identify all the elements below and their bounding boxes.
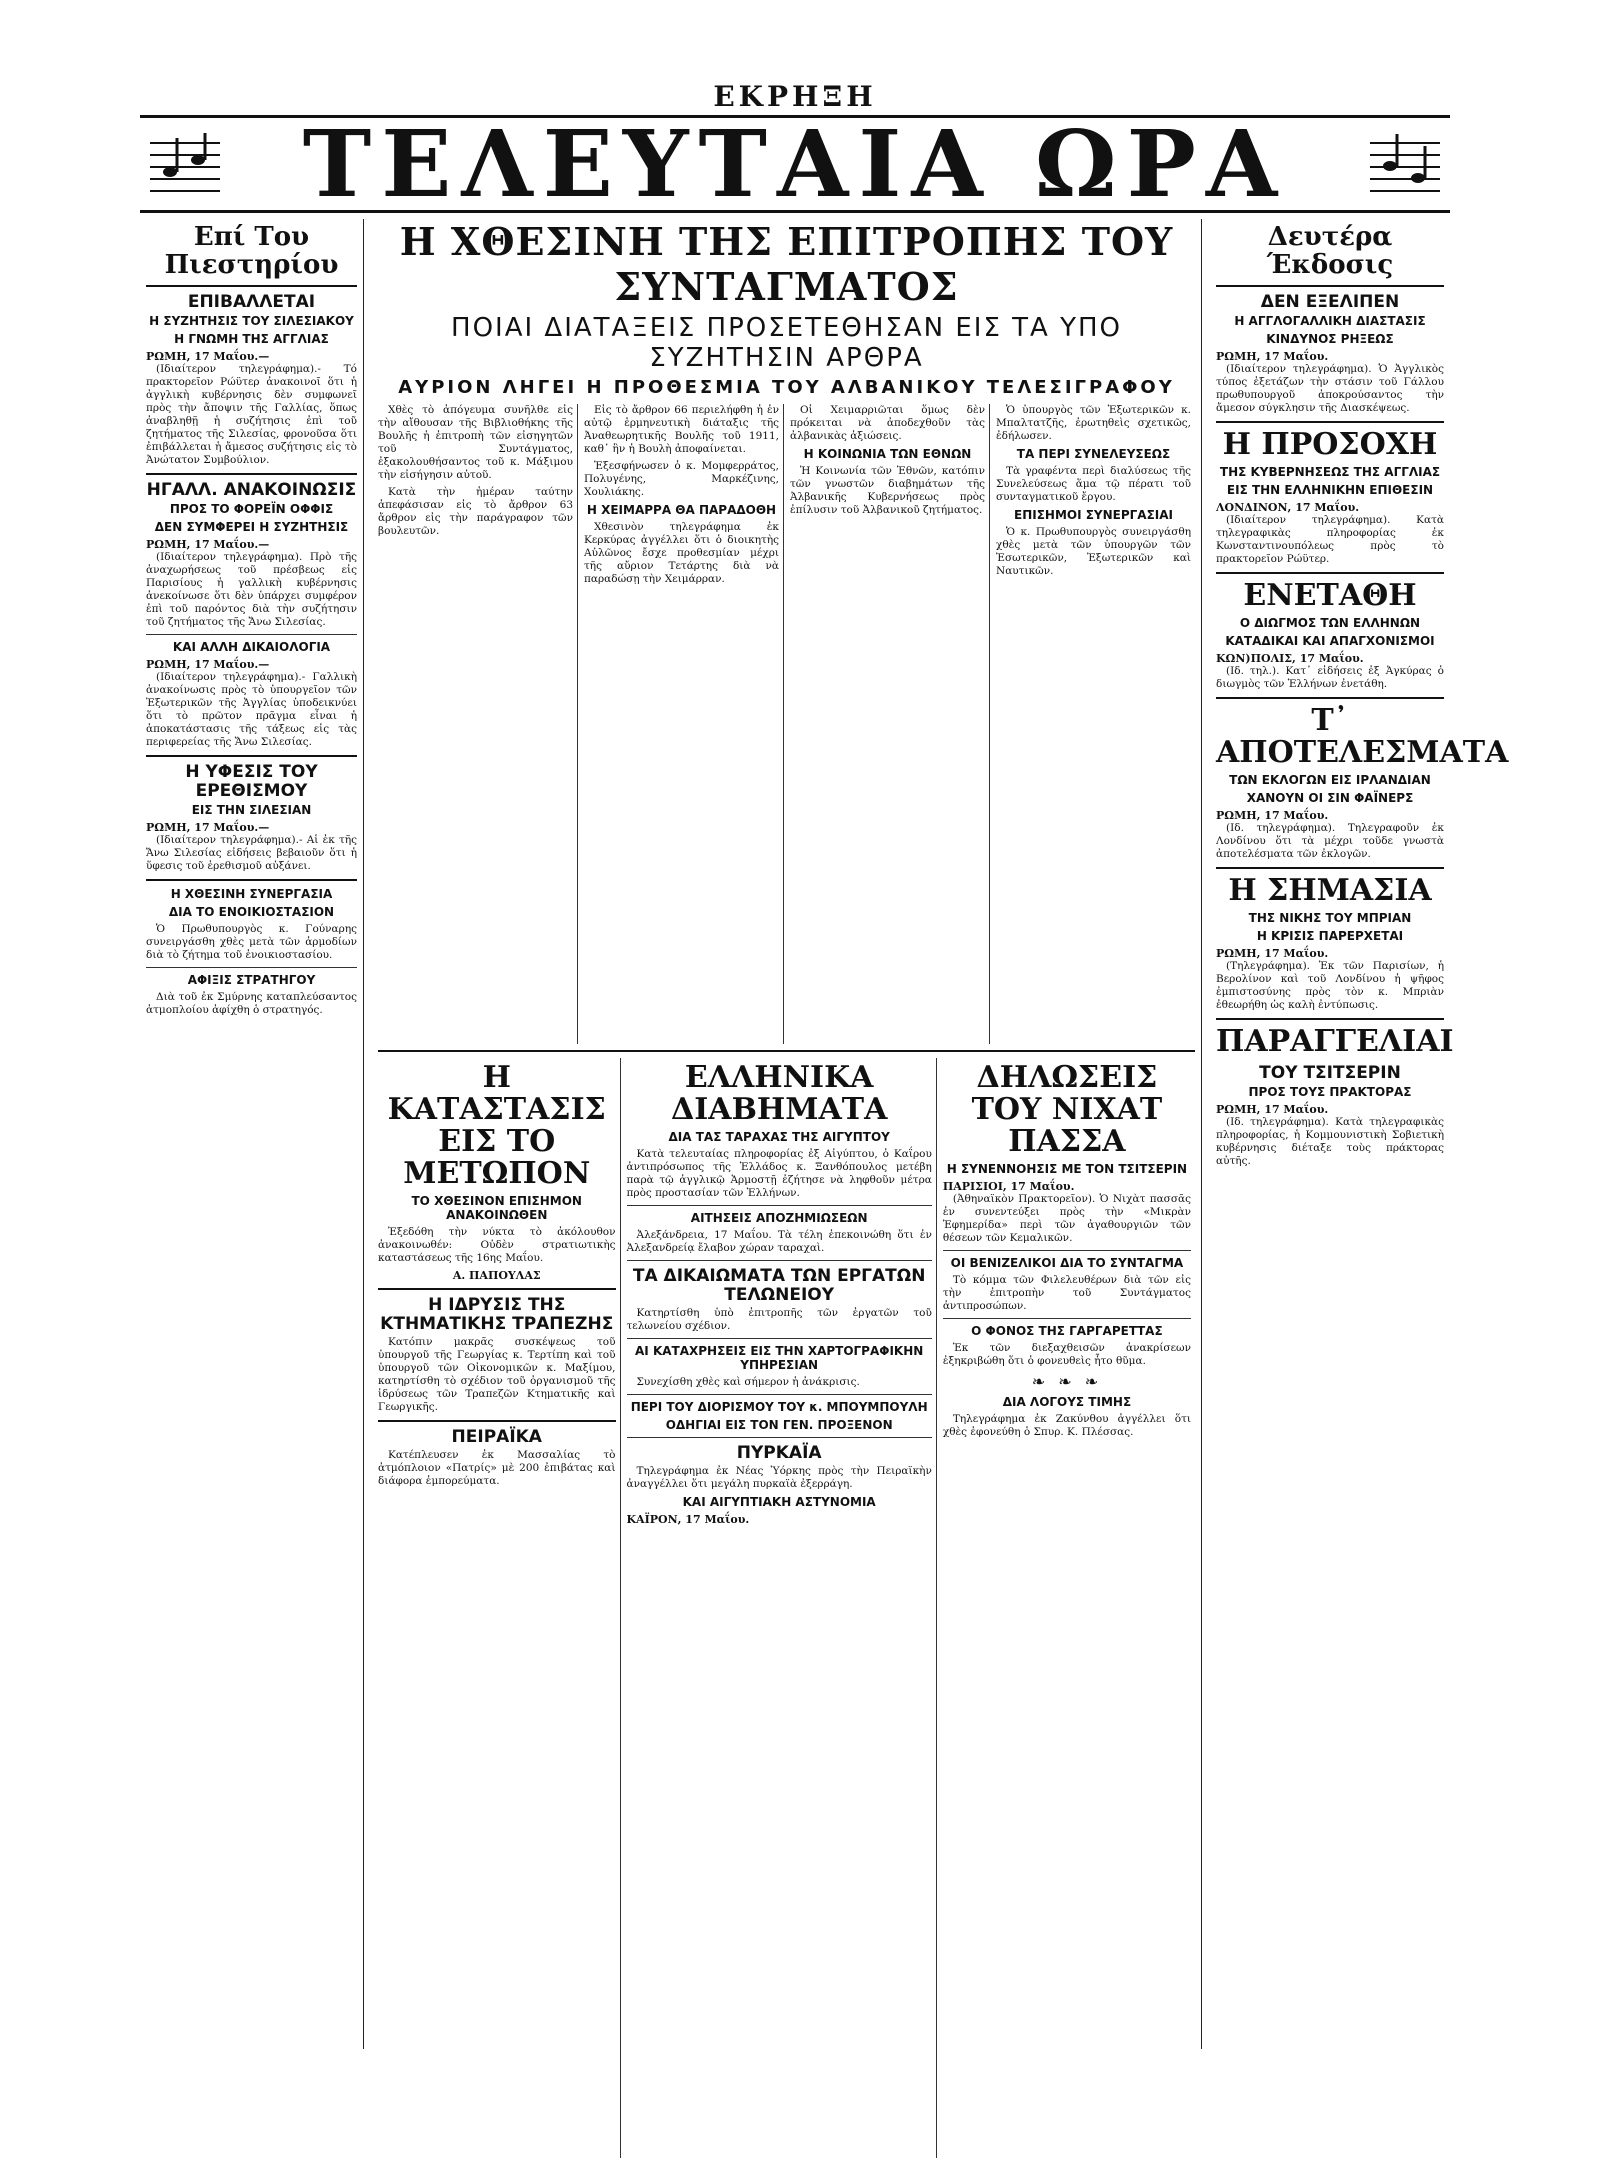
article-body: (Ιδιαίτερον τηλεγράφημα).- Γαλλικὴ ἀνακοίνωσις πρὸς τὸ ὑπουργεῖον τῶν Ἐξωτερικῶν τῆς Ἀγγλίας ὑποδεικνύει ὅτι τὸ πρῶτον πρᾶγμα εἶναι ἡ ἀποκατάστασις τῆς τάξεως εἰς τὰς περιφερείας τῆς Ἄνω Σιλεσίας. [146, 671, 357, 748]
center-column [372, 219, 1202, 2049]
music-staff-ornament-icon [150, 128, 220, 198]
headline: Η ΣΗΜΑΣΙΑ [1228, 873, 1432, 908]
article-body: Ἀλεξάνδρεια, 17 Μαΐου. Τὰ τέλη ἐπεκοινώθη ὅτι ἐν Ἀλεξανδρείᾳ ἔλαβον χώραν ταραχαὶ. [626, 1229, 932, 1254]
subheadline: Η ΧΘΕΣΙΝΗ ΣΥΝΕΡΓΑΣΙΑ [170, 887, 333, 901]
lower-columns [378, 1058, 1195, 2158]
subheadline: ΚΑΙ ΑΛΛΗ ΔΙΚΑΙΟΛΟΓΙΑ [172, 640, 331, 654]
dateline: ΚΩΝ)ΠΟΛΙΣ, 17 Μαΐου. [1216, 652, 1364, 665]
signature: Α. ΠΑΠΟΥΛΑΣ [452, 1269, 541, 1282]
headline: ΤΟΥ ΤΣΙΤΣΕΡΙΝ [1259, 1063, 1401, 1083]
headline: Η ΠΡΟΣΟΧΗ [1222, 427, 1438, 462]
article-body: Ὁ Πρωθυπουργὸς κ. Γούναρης συνειργάσθη χθὲς μετὰ τῶν ἁρμοδίων διὰ τὸ ζήτημα τοῦ ἐνοικιοστασίου. [146, 923, 357, 961]
subheadline: ΠΡΟΣ ΤΟΥΣ ΠΡΑΚΤΟΡΑΣ [1248, 1085, 1412, 1099]
dateline: ΡΩΜΗ, 17 Μαΐου. [1216, 809, 1329, 822]
article-body: (Ιδιαίτερον τηλεγράφημα).- Αἱ ἐκ τῆς Ἄνω Σιλεσίας εἰδήσεις βεβαιοῦν ὅτι ἡ ὕφεσις τοῦ ἐρεθισμοῦ αὐξάνει. [146, 834, 357, 872]
subheadline: Η ΑΓΓΛΟΓΑΛΛΙΚΗ ΔΙΑΣΤΑΣΙΣ [1234, 314, 1426, 328]
headline: ΕΠΙΒΑΛΛΕΤΑΙ [187, 292, 316, 312]
subheadline: ΤΩΝ ΕΚΛΟΓΩΝ ΕΙΣ ΙΡΛΑΝΔΙΑΝ [1229, 773, 1431, 787]
article-body: Διὰ τοῦ ἐκ Σμύρνης καταπλεύσαντος ἀτμοπλοίου ἀφίχθη ὁ στρατηγός. [146, 991, 357, 1016]
subheadline: ΑΙΤΗΣΕΙΣ ΑΠΟΖΗΜΙΩΣΕΩΝ [690, 1211, 868, 1225]
article-body: Ὁ κ. Πρωθυπουργὸς συνειργάσθη χθὲς μετὰ τῶν ὑπουργῶν τῶν Ἐσωτερικῶν, Ἐξωτερικῶν καὶ Ναυτικῶν. [996, 526, 1191, 577]
dateline: ΡΩΜΗ, 17 Μαΐου.— [146, 350, 270, 363]
article-body: Τηλεγράφημα ἐκ Ζακύνθου ἀγγέλλει ὅτι χθὲς ἐφονεύθη ὁ Σπυρ. Κ. Πλέσσας. [942, 1413, 1191, 1438]
subheadline: Η ΓΝΩΜΗ ΤΗΣ ΑΓΓΛΙΑΣ [174, 332, 329, 346]
article-body: Τὰ γραφέντα περὶ διαλύσεως τῆς Συνελεύσεως ἅμα τῷ πέρατι τοῦ συνταγματικοῦ ἔργου. [996, 465, 1191, 503]
article-body: Εἰς τὸ ἄρθρον 66 περιελήφθη ἡ ἐν αὐτῷ ἑρμηνευτικὴ διάταξις τῆς Ἀναθεωρητικῆς Βουλῆς τοῦ 1911, καθ᾽ ἣν ἡ Βουλὴ ἀποφαίνεται. [584, 404, 779, 455]
dateline: ΠΑΡΙΣΙΟΙ, 17 Μαΐου. [942, 1180, 1075, 1193]
masthead [140, 110, 1450, 218]
article-body: Ἐκ τῶν διεξαχθεισῶν ἀνακρίσεων ἐξηκριβώθη ὅτι ὁ φονευθεὶς ἦτο θῦμα. [942, 1342, 1191, 1367]
article-body: (Ιδ. τηλεγράφημα). Τηλεγραφοῦν ἐκ Λονδίνου ὅτι τὰ μέχρι τοῦδε γνωστὰ ἀποτελέσματα τῶν ἐκλογῶν. [1216, 822, 1444, 860]
masthead-top-line: ΕΚΡΗΞΗ [713, 80, 877, 113]
subheadline: ΚΙΝΔΥΝΟΣ ΡΗΞΕΩΣ [1266, 332, 1394, 346]
subheadline: ΑΦΙΞΙΣ ΣΤΡΑΤΗΓΟΥ [187, 973, 316, 987]
article-body: Κατέπλευσεν ἐκ Μασσαλίας τὸ ἀτμόπλοιον «Πατρίς» μὲ 200 ἐπιβάτας καὶ διάφορα ἐμπορεύματα. [378, 1449, 616, 1487]
headline: ΗΓΑΛΛ. ΑΝΑΚΟΙΝΩΣΙΣ [146, 480, 357, 500]
article-body: Ἡ Κοινωνία τῶν Ἐθνῶν, κατόπιν τῶν γνωστῶν διαβημάτων τῆς Ἀλβανικῆς Κυβερνήσεως πρὸς ἐπίλυσιν τοῦ Ἀλβανικοῦ ζητήματος. [790, 465, 985, 516]
subheadline: ΔΙΑ ΤΑΣ ΤΑΡΑΧΑΣ ΤΗΣ ΑΙΓΥΠΤΟΥ [668, 1130, 890, 1144]
article-body: Τὸ κόμμα τῶν Φιλελευθέρων διὰ τῶν εἰς τὴν ἐπιτροπὴν τοῦ Συντάγματος ἀντιπροσώπων. [942, 1274, 1191, 1312]
subheadline: ΧΑΝΟΥΝ ΟΙ ΣΙΝ ΦΑΪΝΕΡΣ [1246, 791, 1414, 805]
headline: ΕΝΕΤΑΘΗ [1243, 578, 1417, 613]
article-body: (Ιδ. τηλ.). Κατ᾽ εἰδήσεις ἐξ Ἀγκύρας ὁ διωγμὸς τῶν Ἑλλήνων ἐνετάθη. [1216, 665, 1444, 690]
subheadline: Ο ΔΙΩΓΜΟΣ ΤΩΝ ΕΛΛΗΝΩΝ [1239, 616, 1421, 630]
dateline: ΡΩΜΗ, 17 Μαΐου. [1216, 350, 1329, 363]
headline: ΕΛΛΗΝΙΚΑ ΔΙΑΒΗΜΑΤΑ [670, 1060, 888, 1127]
subheadline: ΚΑΙ ΑΙΓΥΠΤΙΑΚΗ ΑΣΤΥΝΟΜΙΑ [682, 1495, 876, 1509]
lead-subheadline: ΠΟΙΑΙ ΔΙΑΤΑΞΕΙΣ ΠΡΟΣΕΤΕΘΗΣΑΝ ΕΙΣ ΤΑ ΥΠΟ ΣΥΖΗΤΗΣΙΝ ΑΡΘΡΑ [451, 313, 1122, 373]
subheadline: Η ΚΡΙΣΙΣ ΠΑΡΕΡΧΕΤΑΙ [1256, 929, 1404, 943]
dateline: ΡΩΜΗ, 17 Μαΐου. [1216, 1103, 1329, 1116]
subheadline: ΔΙΑ ΛΟΓΟΥΣ ΤΙΜΗΣ [1002, 1395, 1132, 1409]
article-body: (Ιδιαίτερον τηλεγράφημα). Κατὰ τηλεγραφικὰς πληροφορίας ἐκ Κωνσταντινουπόλεως πρὸς τὸ πρακτορεῖον Ρώϋτερ. [1216, 514, 1444, 565]
subheadline: ΟΙ ΒΕΝΙΖΕΛΙΚΟΙ ΔΙΑ ΤΟ ΣΥΝΤΑΓΜΑ [950, 1256, 1184, 1270]
subheadline: ΑΙ ΚΑΤΑΧΡΗΣΕΙΣ ΕΙΣ ΤΗΝ ΧΑΡΤΟΓΡΑΦΙΚΗΝ ΥΠΗΡΕΣΙΑΝ [635, 1344, 924, 1372]
ornament-divider: ❧ ❧ ❧ [1031, 1372, 1103, 1391]
headline: ΔΕΝ ΕΞΕΛΙΠΕΝ [1260, 292, 1400, 312]
article-body: (Ἀθηναϊκὸν Πρακτορεῖον). Ὁ Νιχὰτ πασσᾶς ἐν συνεντεύξει πρὸς τὴν «Μικρὰν Ἐφημερίδα» περὶ τῶν ἀγαθουργιῶν τῶν θέσεων τῶν Κεμαλικῶν. [942, 1193, 1191, 1244]
headline: ΠΑΡΑΓΓΕΛΙΑΙ [1216, 1024, 1454, 1059]
subheadline: ΤΗΣ ΝΙΚΗΣ ΤΟΥ ΜΠΡΙΑΝ [1248, 911, 1412, 925]
dateline: ΛΟΝΔΙΝΟΝ, 17 Μαΐου. [1216, 501, 1360, 514]
dateline: ΡΩΜΗ, 17 Μαΐου.— [146, 658, 270, 671]
columns [140, 219, 1509, 2049]
subheadline: ΕΙΣ ΤΗΝ ΕΛΛΗΝΙΚΗΝ ΕΠΙΘΕΣΙΝ [1226, 483, 1434, 497]
subheadline: ΕΠΙΣΗΜΟΙ ΣΥΝΕΡΓΑΣΙΑΙ [1014, 508, 1173, 522]
section-title: Επί Του Πιεστηρίου [164, 222, 339, 280]
subheadline: ΔΕΝ ΣΥΜΦΕΡΕΙ Η ΣΥΖΗΤΗΣΙΣ [154, 520, 349, 534]
headline: ΤΑ ΔΙΚΑΙΩΜΑΤΑ ΤΩΝ ΕΡΓΑΤΩΝ ΤΕΛΩΝΕΙΟΥ [632, 1266, 926, 1305]
article-body: Οἱ Χειμαρριῶται ὅμως δὲν πρόκειται νὰ ἀποδεχθοῦν τὰς ἀλβανικὰς ἀξιώσεις. [790, 404, 985, 442]
article-body: Κατηρτίσθη ὑπὸ ἐπιτροπῆς τῶν ἐργατῶν τοῦ τελωνείου σχέδιον. [626, 1307, 932, 1332]
article-body: (Ιδιαίτερον τηλεγράφημα). Πρὸ τῆς ἀναχωρήσεως τοῦ πρέσβεως εἰς Παρισίους ἡ γαλλικὴ κυβέρνησις ἀνεκοίνωσε ὅτι δὲν ὑπάρχει συμφέρον ἐπὶ τοῦ παρόντος διὰ τὴν συζήτησιν τοῦ ζητήματος τῆς Ἄνω Σιλεσίας. [146, 551, 357, 628]
dateline: ΡΩΜΗ, 17 Μαΐου.— [146, 821, 270, 834]
subheadline: ΠΕΡΙ ΤΟΥ ΔΙΟΡΙΣΜΟΥ ΤΟΥ κ. ΜΠΟΥΜΠΟΥΛΗ [630, 1400, 928, 1414]
lead-deck: ΑΥΡΙΟΝ ΛΗΓΕΙ Η ΠΡΟΘΕΣΜΙΑ ΤΟΥ ΑΛΒΑΝΙΚΟΥ ΤΕΛΕΣΙΓΡΑΦΟΥ [398, 377, 1175, 398]
subheadline: ΔΙΑ ΤΟ ΕΝΟΙΚΙΟΣΤΑΣΙΟΝ [168, 905, 335, 919]
dateline: ΡΩΜΗ, 17 Μαΐου.— [146, 538, 270, 551]
lead-banner [378, 219, 1195, 398]
article-body: Συνεχίσθη χθὲς καὶ σήμερον ἡ ἀνάκρισις. [636, 1376, 860, 1388]
subheadline: Η ΣΥΝΕΝΝΟΗΣΙΣ ΜΕ ΤΟΝ ΤΣΙΤΣΕΡΙΝ [946, 1162, 1188, 1176]
article-body: Ὁ ὑπουργὸς τῶν Ἐξωτερικῶν κ. Μπαλτατζῆς, ἐρωτηθεὶς σχετικῶς, ἐδήλωσεν. [996, 404, 1191, 442]
subheadline: ΕΙΣ ΤΗΝ ΣΙΛΕΣΙΑΝ [191, 803, 312, 817]
right-column [1210, 219, 1509, 2049]
headline: Η ΥΦΕΣΙΣ ΤΟΥ ΕΡΕΘΙΣΜΟΥ [185, 762, 318, 801]
article-body: Τηλεγράφημα ἐκ Νέας Ὑόρκης πρὸς τὴν Πειραϊκὴν ἀναγγέλλει ὅτι μεγάλη πυρκαϊὰ ἐξερράγη. [626, 1465, 932, 1490]
subheadline: ΤΟ ΧΘΕΣΙΝΟΝ ΕΠΙΣΗΜΟΝ ΑΝΑΚΟΙΝΩΘΕΝ [411, 1194, 582, 1222]
headline: Η ΙΔΡΥΣΙΣ ΤΗΣ ΚΤΗΜΑΤΙΚΗΣ ΤΡΑΠΕΖΗΣ [380, 1295, 614, 1334]
subheadline: Ο ΦΟΝΟΣ ΤΗΣ ΓΑΡΓΑΡΕΤΤΑΣ [971, 1324, 1163, 1338]
article-body: Κατὰ τελευταίας πληροφορίας ἐξ Αἰγύπτου, ὁ Καΐρου ἀντιπρόσωπος τῆς Ἑλλάδος κ. Ξανθόπουλος μετέβη παρὰ τῷ ἀγγλικῷ Ἁρμοστῇ ἐζήτησε νὰ ληφθοῦν μέτρα πρὸς προστασίαν τῶν Ἑλλήνων. [626, 1148, 932, 1199]
article-body: Ἐξεσφήνωσεν ὁ κ. Μομφερράτος, Πολυγένης, Μαρκέζινης, Χουλιάκης. [584, 460, 779, 498]
subheadline: ΤΑ ΠΕΡΙ ΣΥΝΕΛΕΥΣΕΩΣ [1016, 447, 1171, 461]
dateline: ΚΑΪΡΟΝ, 17 Μαΐου. [626, 1513, 750, 1526]
headline: Τ᾽ ΑΠΟΤΕΛΕΣΜΑΤΑ [1216, 703, 1509, 770]
subheadline: ΤΗΣ ΚΥΒΕΡΝΗΣΕΩΣ ΤΗΣ ΑΓΓΛΙΑΣ [1219, 465, 1441, 479]
subheadline: ΠΡΟΣ ΤΟ ΦΟΡΕΪΝ ΟΦΦΙΣ [169, 502, 334, 516]
article-body: Χθεσινὸν τηλεγράφημα ἐκ Κερκύρας ἀγγέλλει ὅτι ὁ διοικητὴς Αὐλῶνος ἔσχε προθεσμίαν μέχρι τῆς αὔριον Τετάρτης διὰ νὰ παραδώσῃ τὴν Χειμάρραν. [584, 521, 779, 585]
headline: ΠΕΙΡΑΪΚΑ [451, 1427, 542, 1447]
article-body: (Ιδιαίτερον τηλεγράφημα). Ὁ Ἀγγλικὸς τύπος ἐξετάζων τὴν στάσιν τοῦ Γάλλου πρωθυπουργοῦ ἀποκρούσαντος τὴν ἄμεσον σύγκλησιν τῆς Διασκέψεως. [1216, 363, 1444, 414]
headline: ΔΗΛΩΣΕΙΣ ΤΟΥ ΝΙΧΑΤ ΠΑΣΣΑ [971, 1060, 1163, 1159]
lead-story-columns [378, 404, 1195, 1044]
subheadline: ΟΔΗΓΙΑΙ ΕΙΣ ΤΟΝ ΓΕΝ. ΠΡΟΞΕΝΟΝ [665, 1418, 893, 1432]
article-body: (Ιδιαίτερον τηλεγράφημα).- Τό πρακτορεῖον Ρώϋτερ ἀνακοινοῖ ὅτι ἡ ἀγγλικὴ κυβέρνησις δὲν συμφωνεῖ πρὸς τὴν ἄποψιν τῆς Γαλλίας, ὅπως ἀναβληθῇ ἡ συζήτησις ἐπὶ τοῦ ζητήματος τῆς Σιλεσίας, φρονοῦσα ὅτι ἐπιβάλλεται ἡ ἄμεσος συζήτησις εἰς τὸ Ἀνώτατον Συμβούλιον. [146, 363, 357, 466]
subheadline: Η ΣΥΖΗΤΗΣΙΣ ΤΟΥ ΣΙΛΕΣΙΑΚΟΥ [149, 314, 354, 328]
masthead-title: ΤΕΛΕΥΤΑΙΑ ΩΡΑ [302, 110, 1288, 218]
music-staff-ornament-icon [1370, 128, 1440, 198]
article-body: Κατόπιν μακρᾶς συσκέψεως τοῦ ὑπουργοῦ τῆς Γεωργίας κ. Τερτίπη καὶ τοῦ ὑπουργοῦ τῶν Οἰκονομικῶν κ. Μαξίμου, κατηρτίσθη τὸ σχέδιον τοῦ ὀργανισμοῦ τῆς ἱδρύσεως τῶν Τραπεζῶν Κτηματικῆς καὶ Γεωργικῆς. [378, 1336, 616, 1413]
dateline: ΡΩΜΗ, 17 Μαΐου. [1216, 947, 1329, 960]
article-body: Ἐξεδόθη τὴν νύκτα τὸ ἀκόλουθον ἀνακοινωθέν: Οὐδὲν στρατιωτικὴς καταστάσεως τῆς 16ης Μαΐου. [378, 1226, 616, 1264]
article-body: (Ιδ. τηλεγράφημα). Κατὰ τηλεγραφικὰς πληροφορίας, ἡ Κομμουνιστικὴ Σοβιετικὴ κυβέρνησις διέταξε τοὺς πράκτορας αὐτῆς. [1216, 1116, 1444, 1167]
article-body: Χθὲς τὸ ἀπόγευμα συνῆλθε εἰς τὴν αἴθουσαν τῆς Βιβλιοθήκης τῆς Βουλῆς ἡ ἐπιτροπὴ τῶν εἰσηγητῶν τοῦ Συντάγματος, ἐξακολουθήσαντος τοῦ κ. Μάξιμου τὴν εἰσήγησιν αὐτοῦ. [378, 404, 573, 481]
lead-headline: Η ΧΘΕΣΙΝΗ ΤΗΣ ΕΠΙΤΡΟΠΗΣ ΤΟΥ ΣΥΝΤΑΓΜΑΤΟΣ [399, 219, 1174, 309]
headline: ΠΥΡΚΑΪΑ [736, 1443, 822, 1463]
section-title: Δευτέρα Έκδοσις [1266, 222, 1394, 280]
article-body: (Τηλεγράφημα). Ἐκ τῶν Παρισίων, ἡ Βερολίνον καὶ τοῦ Λονδίνου ἡ ψῆφος ἐμπιστοσύνης πρὸς τὸν κ. Μπριὰν ἐθεωρήθη ὡς καλὴ ἐντύπωσις. [1216, 960, 1444, 1011]
article-body: Κατὰ τὴν ἡμέραν ταύτην ἀπεφάσισαν εἰς τὸ ἄρθρον 63 ἄρθρον εἰς τὴν παράγραφον τῶν βουλευτῶν. [378, 486, 573, 537]
subheadline: Η ΚΟΙΝΩΝΙΑ ΤΩΝ ΕΘΝΩΝ [803, 447, 972, 461]
subheadline: ΚΑΤΑΔΙΚΑΙ ΚΑΙ ΑΠΑΓΧΟΝΙΣΜΟΙ [1225, 634, 1435, 648]
subheadline: Η ΧΕΙΜΑΡΡΑ ΘΑ ΠΑΡΑΔΟΘΗ [586, 503, 777, 517]
headline: Η ΚΑΤΑΣΤΑΣΙΣ ΕΙΣ ΤΟ ΜΕΤΩΠΟΝ [387, 1060, 606, 1191]
left-column [140, 219, 364, 2049]
